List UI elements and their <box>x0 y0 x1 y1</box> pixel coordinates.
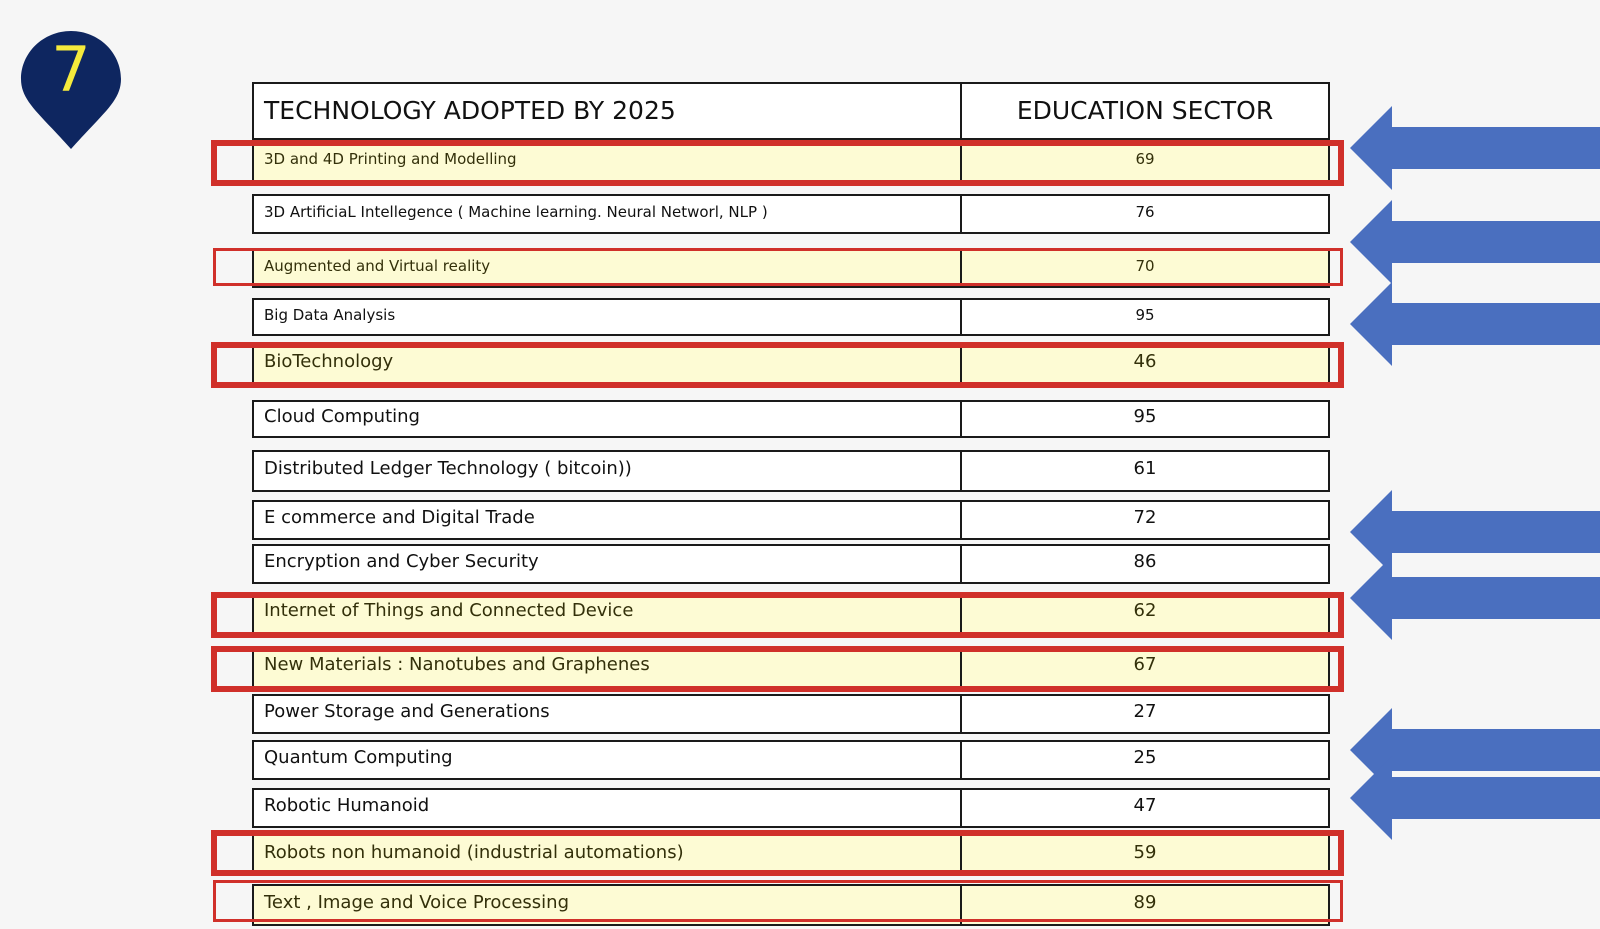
highlight-frame <box>211 342 1344 388</box>
highlight-frame <box>211 830 1344 876</box>
education-sector-value: 27 <box>1133 701 1157 722</box>
technology-name: Cloud Computing <box>264 406 420 427</box>
technology-name: Robotic Humanoid <box>264 795 430 816</box>
education-sector-value: 59 <box>1133 842 1157 863</box>
slide-number: 7 <box>51 33 91 106</box>
technology-name: Quantum Computing <box>264 747 453 768</box>
left-arrow-icon <box>1350 106 1600 190</box>
education-sector-value: 95 <box>1133 406 1157 427</box>
technology-name: Internet of Things and Connected Device <box>264 600 634 621</box>
highlight-frame <box>211 646 1344 692</box>
technology-name: New Materials : Nanotubes and Graphenes <box>264 654 650 675</box>
education-sector-value: 95 <box>1135 306 1155 324</box>
technology-name: Encryption and Cyber Security <box>264 551 539 572</box>
education-sector-value: 25 <box>1133 747 1157 768</box>
technology-name: Power Storage and Generations <box>264 701 550 722</box>
left-arrow-icon <box>1350 200 1600 284</box>
education-sector-value: 76 <box>1135 203 1155 221</box>
highlight-frame <box>211 592 1344 638</box>
technology-name: Text , Image and Voice Processing <box>264 892 569 913</box>
highlight-frame <box>213 880 1343 922</box>
technology-name: 3D ArtificiaL Intellegence ( Machine learning. Neural Networl, NLP ) <box>264 203 768 221</box>
education-sector-value: 86 <box>1133 551 1157 572</box>
education-sector-value: 70 <box>1135 257 1155 275</box>
left-arrow-icon <box>1350 282 1600 366</box>
highlight-frame <box>213 248 1343 286</box>
education-sector-value: 67 <box>1133 654 1157 675</box>
education-sector-value: 69 <box>1135 150 1155 168</box>
technology-name: Augmented and Virtual reality <box>264 257 491 275</box>
left-arrow-icon <box>1350 556 1600 640</box>
header-technology-label: TECHNOLOGY ADOPTED BY 2025 <box>264 96 676 125</box>
education-sector-value: 89 <box>1133 892 1157 913</box>
technology-name: Distributed Ledger Technology ( bitcoin)) <box>264 458 632 479</box>
technology-name: BioTechnology <box>264 351 394 372</box>
technology-name: Robots non humanoid (industrial automations) <box>264 842 684 863</box>
technology-name: E commerce and Digital Trade <box>264 507 535 528</box>
education-sector-value: 47 <box>1133 795 1157 816</box>
technology-name: Big Data Analysis <box>264 306 396 324</box>
education-sector-value: 62 <box>1133 600 1157 621</box>
left-arrow-icon <box>1350 756 1600 840</box>
education-sector-value: 46 <box>1133 351 1157 372</box>
education-sector-value: 61 <box>1133 458 1157 479</box>
technology-name: 3D and 4D Printing and Modelling <box>264 150 517 168</box>
slide-number-badge <box>19 29 123 153</box>
education-sector-value: 72 <box>1133 507 1157 528</box>
highlight-frame <box>211 140 1344 186</box>
header-sector-label: EDUCATION SECTOR <box>1016 96 1274 125</box>
